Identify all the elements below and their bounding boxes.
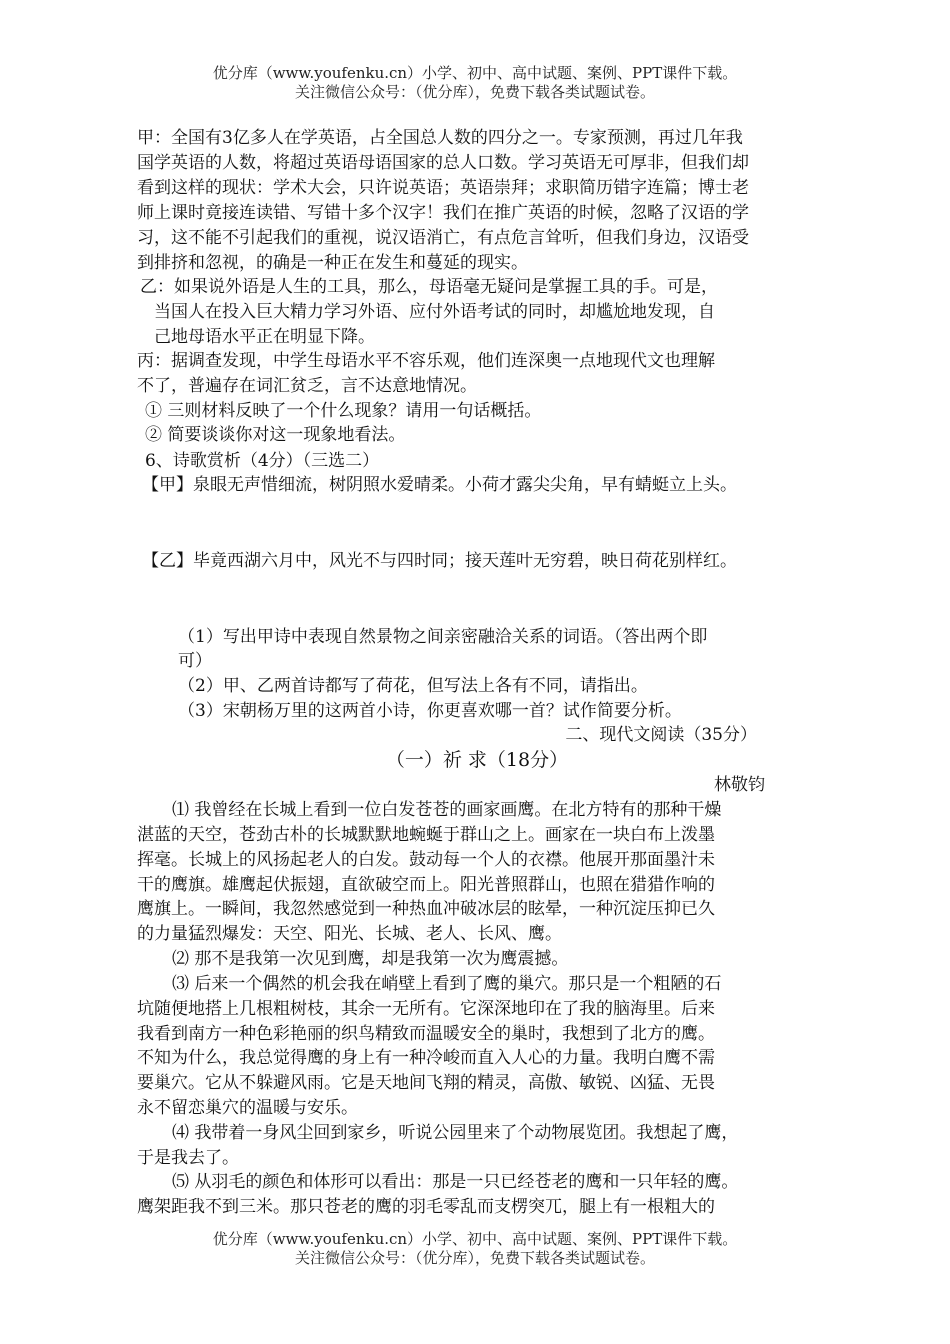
paragraph-1-line: 鹰旗上。一瞬间，我忽然感觉到一种热血冲破冰层的眩晕，一种沉淀压抑已久 [137,899,715,919]
paragraph-3-line: 坑随便地搭上几根粗树枝，其余一无所有。它深深地印在了我的脑海里。后来 [137,999,715,1019]
material-jia-line: 到排挤和忽视，的确是一种正在发生和蔓延的现实。 [137,253,528,273]
material-yi-line: 乙：如果说外语是人生的工具，那么，母语毫无疑问是掌握工具的手。可是， [140,277,718,297]
material-yi-line: 己地母语水平正在明显下降。 [154,327,375,347]
page-footer [0,1230,950,1268]
header-line-2: 关注微信公众号：（优分库），免费下载各类试题试卷。 [294,83,655,101]
material-jia-line: 甲：全国有3亿多人在学英语，占全国总人数的四分之一。专家预测，再过几年我 [137,128,743,148]
section-heading: 二、现代文阅读（35分） [565,725,757,745]
material-jia-line: 师上课时竟接连读错、写错十多个汉字！我们在推广英语的时候，忽略了汉语的学 [137,203,749,223]
paragraph-3-line: ⑶ 后来一个偶然的机会我在峭壁上看到了鹰的巢穴。那只是一个粗陋的石 [172,974,722,994]
poetry-question-1-cont: 可） [178,651,212,671]
material-jia-line: 看到这样的现状：学术大会，只许说英语；英语崇拜；求职简历错字连篇；博士老 [137,178,749,198]
paragraph-4-line: ⑷ 我带着一身风尘回到家乡，听说公园里来了个动物展览团。我想起了鹰， [172,1123,739,1143]
material-jia-line: 国学英语的人数，将超过英语母语国家的总人口数。学习英语无可厚非，但我们却 [137,153,749,173]
poem-jia: 【甲】泉眼无声惜细流，树阴照水爱晴柔。小荷才露尖尖角，早有蜻蜓立上头。 [142,475,737,495]
paragraph-5-line: 鹰架距我不到三米。那只苍老的鹰的羽毛零乱而支楞突兀，腿上有一根粗大的 [137,1197,715,1217]
article-title: （一）祈 求（18分） [385,749,569,771]
paragraph-1-line: 挥毫。长城上的风扬起老人的白发。鼓动每一个人的衣襟。他展开那面墨汁未 [137,850,715,870]
header-line-1: 优分库（www.youfenku.cn）小学、初中、高中试题、案例、PPT课件下载。 [212,64,738,82]
poetry-question-2: （2）甲、乙两首诗都写了荷花，但写法上各有不同，请指出。 [178,676,648,696]
poetry-question-1: （1）写出甲诗中表现自然景物之间亲密融洽关系的词语。（答出两个即 [178,627,708,647]
footer-line-2: 关注微信公众号：（优分库），免费下载各类试题试卷。 [294,1249,655,1267]
poetry-question-3: （3）宋朝杨万里的这两首小诗，你更喜欢哪一首？试作简要分析。 [178,701,682,721]
paragraph-2-line: ⑵ 那不是我第一次见到鹰，却是我第一次为鹰震撼。 [172,949,569,969]
footer-line-1: 优分库（www.youfenku.cn）小学、初中、高中试题、案例、PPT课件下载。 [212,1230,738,1248]
paragraph-3-line: 要巢穴。它从不躲避风雨。它是天地间飞翔的精灵，高傲、敏锐、凶猛、无畏 [137,1073,715,1093]
poetry-heading: 6、诗歌赏析（4分）（三选二） [145,451,380,471]
paragraph-4-line: 于是我去了。 [137,1148,239,1168]
page-header [0,64,950,102]
paragraph-1-line: 的力量猛烈爆发：天空、阳光、长城、老人、长风、鹰。 [137,924,562,944]
material-question: ② 简要谈谈你对这一现象地看法。 [145,425,406,445]
paragraph-3-line: 我看到南方一种色彩艳丽的织鸟精致而温暖安全的巢时，我想到了北方的鹰。 [137,1024,715,1044]
material-bing-line: 丙：据调查发现，中学生母语水平不容乐观，他们连深奥一点地现代文也理解 [137,351,715,371]
paragraph-5-line: ⑸ 从羽毛的颜色和体形可以看出：那是一只已经苍老的鹰和一只年轻的鹰。 [172,1172,739,1192]
material-jia-line: 习，这不能不引起我们的重视，说汉语消亡，有点危言耸听，但我们身边，汉语受 [137,228,749,248]
poem-yi: 【乙】毕竟西湖六月中，风光不与四时同；接天莲叶无穷碧，映日荷花别样红。 [142,551,737,571]
material-question: ① 三则材料反映了一个什么现象？请用一句话概括。 [145,401,542,421]
article-author: 林敬钧 [714,775,765,795]
paragraph-1-line: ⑴ 我曾经在长城上看到一位白发苍苍的画家画鹰。在北方特有的那种干燥 [172,800,722,820]
paragraph-1-line: 湛蓝的天空，苍劲古朴的长城默默地蜿蜒于群山之上。画家在一块白布上泼墨 [137,825,715,845]
paragraph-1-line: 干的鹰旗。雄鹰起伏振翅，直欲破空而上。阳光普照群山，也照在猎猎作响的 [137,875,715,895]
material-yi-line: 当国人在投入巨大精力学习外语、应付外语考试的同时，却尴尬地发现，自 [154,302,715,322]
paragraph-3-line: 永不留恋巢穴的温暖与安乐。 [137,1098,358,1118]
material-bing-line: 不了，普遍存在词汇贫乏，言不达意地情况。 [137,376,477,396]
paragraph-3-line: 不知为什么，我总觉得鹰的身上有一种冷峻而直入人心的力量。我明白鹰不需 [137,1048,715,1068]
